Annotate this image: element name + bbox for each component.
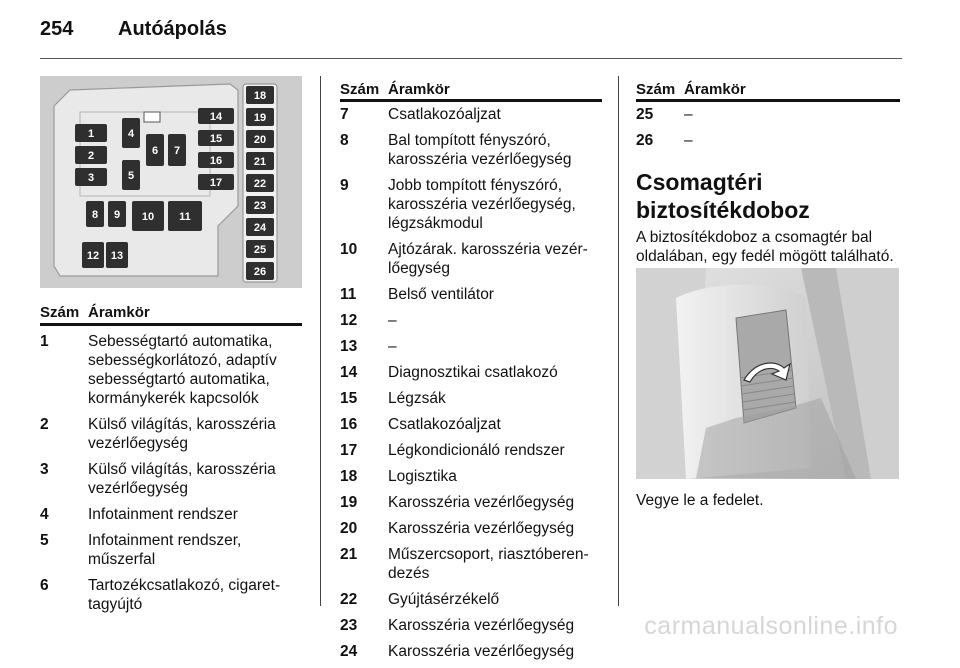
fuse-row <box>340 311 602 330</box>
fuse-number: 23 <box>340 617 358 634</box>
page-number: 254 <box>40 18 74 40</box>
page-header <box>40 18 227 41</box>
fuse-label: 7 <box>173 145 181 157</box>
fuse-label: 24 <box>253 222 267 234</box>
fuse-row <box>636 105 900 124</box>
fuse-row <box>40 332 302 408</box>
fuse-circuit: Jobb tompított fényszóró, karosszéria vezérlőegység, légzsákmodul <box>388 177 576 232</box>
fuse-circuit: Sebességtartó automatika, sebességkorlátozó, adaptív sebességtartó automatika, kormánykerék kapcsolók <box>88 333 277 407</box>
fuse-label: 3 <box>87 172 95 184</box>
fuse-number: 26 <box>636 132 654 149</box>
fuse-row <box>340 240 602 278</box>
fuse-circuit: – <box>388 338 397 355</box>
fuse-number: 9 <box>340 177 349 194</box>
fuse-number: 14 <box>340 364 358 381</box>
fuse-label: 15 <box>209 133 223 145</box>
fuse-box-illustration <box>40 76 302 288</box>
fuse-label: 4 <box>127 128 135 140</box>
table-header-col2 <box>340 81 602 99</box>
fuse-label: 23 <box>253 200 267 212</box>
fuse-number: 25 <box>636 106 654 123</box>
fuse-number: 24 <box>340 643 358 660</box>
fuse-label: 26 <box>253 266 267 278</box>
fuse-row <box>40 531 302 569</box>
fuse-box-diagram <box>40 76 302 288</box>
page-title: Autóápolás <box>118 18 227 40</box>
fuse-circuit: Külső világítás, karosszéria vezérlőegység <box>88 416 276 452</box>
fuse-list-col3 <box>636 105 900 157</box>
fuse-number: 4 <box>40 506 49 523</box>
fuse-row <box>340 467 602 486</box>
fuse-row <box>340 493 602 512</box>
fuse-circuit: Tartozékcsatlakozó, cigaret-tagyújtó <box>88 577 281 613</box>
table-rule-col3 <box>636 99 900 102</box>
fuse-label: 12 <box>86 250 100 262</box>
fuse-circuit: Külső világítás, karosszéria vezérlőegység <box>88 461 276 497</box>
fuse-row <box>40 505 302 524</box>
fuse-circuit: – <box>388 312 397 329</box>
fuse-circuit: – <box>684 132 693 149</box>
header-num: Szám <box>40 304 80 321</box>
section-body: A biztosítékdoboz a csomagtér bal oldalában, egy fedél mögött található. <box>636 229 894 265</box>
fuse-label: 11 <box>179 211 191 223</box>
photo-caption: Vegye le a fedelet. <box>636 492 764 509</box>
fuse-label: 14 <box>209 111 223 123</box>
fuse-circuit: Karosszéria vezérlőegység <box>388 617 575 634</box>
fuse-number: 6 <box>40 577 49 594</box>
fuse-label: 17 <box>209 177 223 189</box>
fuse-number: 15 <box>340 390 358 407</box>
fuse-number: 22 <box>340 591 358 608</box>
fuse-number: 2 <box>40 416 49 433</box>
header-divider <box>40 58 902 59</box>
fuse-number: 19 <box>340 494 358 511</box>
fuse-row <box>636 131 900 150</box>
fuse-circuit: Karosszéria vezérlőegység <box>388 643 575 660</box>
fuse-circuit: Logisztika <box>388 468 457 485</box>
fuse-row <box>340 131 602 169</box>
fuse-label: 22 <box>253 178 267 190</box>
fuse-number: 7 <box>340 106 349 123</box>
fuse-row <box>340 105 602 124</box>
fuse-label: 25 <box>253 244 267 256</box>
fuse-circuit: – <box>684 106 693 123</box>
fuse-row <box>340 415 602 434</box>
header-circuit: Áramkör <box>88 304 150 321</box>
fuse-circuit: Légzsák <box>388 390 446 407</box>
fuse-circuit: Műszercsoport, riasztóberen-dezés <box>388 546 589 582</box>
fuse-label: 19 <box>253 112 267 124</box>
fuse-row <box>340 285 602 304</box>
fuse-number: 13 <box>340 338 358 355</box>
fuse-label: 6 <box>151 145 159 157</box>
fuse-circuit: Infotainment rendszer <box>88 506 238 523</box>
fuse-label: 5 <box>127 170 135 182</box>
table-header-col1 <box>40 304 302 322</box>
fuse-label: 1 <box>87 128 95 140</box>
fuse-list-col2 <box>340 105 602 668</box>
header-num: Szám <box>340 81 380 98</box>
fuse-circuit: Bal tompított fényszóró, karosszéria vezérlőegység <box>388 132 572 168</box>
fuse-circuit: Csatlakozóaljzat <box>388 106 501 123</box>
fuse-label: 13 <box>110 250 124 262</box>
header-circuit: Áramkör <box>684 81 746 98</box>
fuse-label: 18 <box>253 90 267 102</box>
trunk-fuse-cover-photo <box>636 268 899 479</box>
fuse-label: 21 <box>253 156 267 168</box>
table-header-col3 <box>636 81 900 99</box>
fuse-row <box>340 176 602 233</box>
fuse-row <box>40 460 302 498</box>
watermark: carmanualsonline.info <box>644 612 898 640</box>
fuse-row <box>340 389 602 408</box>
fuse-row <box>40 415 302 453</box>
fuse-label: 9 <box>113 209 121 221</box>
fuse-circuit: Diagnosztikai csatlakozó <box>388 364 558 381</box>
fuse-row <box>340 441 602 460</box>
fuse-row <box>340 590 602 609</box>
table-rule-col2 <box>340 99 602 102</box>
fuse-circuit: Belső ventilátor <box>388 286 494 303</box>
fuse-list-col1 <box>40 332 302 621</box>
trunk-illustration <box>636 268 899 479</box>
fuse-row <box>40 576 302 614</box>
fuse-circuit: Csatlakozóaljzat <box>388 416 501 433</box>
fuse-number: 16 <box>340 416 358 433</box>
fuse-number: 21 <box>340 546 358 563</box>
fuse-label: 8 <box>91 209 99 221</box>
header-num: Szám <box>636 81 676 98</box>
fuse-row <box>340 337 602 356</box>
fuse-label: 20 <box>253 134 267 146</box>
fuse-number: 18 <box>340 468 358 485</box>
fuse-row <box>340 519 602 538</box>
fuse-number: 10 <box>340 241 358 258</box>
fuse-number: 5 <box>40 532 49 549</box>
fuse-number: 1 <box>40 333 49 350</box>
fuse-number: 11 <box>340 286 357 303</box>
fuse-number: 20 <box>340 520 358 537</box>
section-title: Csomagtéri biztosítékdoboz <box>636 169 810 223</box>
column-divider-1 <box>320 76 321 606</box>
fuse-label: 2 <box>87 150 95 162</box>
fuse-number: 8 <box>340 132 349 149</box>
fuse-circuit: Légkondicionáló rendszer <box>388 442 565 459</box>
fuse-row <box>340 545 602 583</box>
fuse-label: 10 <box>141 211 155 223</box>
table-rule-col1 <box>40 323 302 326</box>
column-divider-2 <box>618 76 619 606</box>
header-circuit: Áramkör <box>388 81 450 98</box>
fuse-number: 3 <box>40 461 49 478</box>
fuse-number: 17 <box>340 442 358 459</box>
fuse-row <box>340 642 602 661</box>
fuse-label: 16 <box>209 155 223 167</box>
fuse-number: 12 <box>340 312 358 329</box>
fuse-circuit: Gyújtásérzékelő <box>388 591 500 608</box>
fuse-row <box>340 363 602 382</box>
fuse-circuit: Karosszéria vezérlőegység <box>388 494 575 511</box>
fuse-circuit: Karosszéria vezérlőegység <box>388 520 575 537</box>
fuse-row <box>340 616 602 635</box>
fuse-circuit: Ajtózárak. karosszéria vezér-lőegység <box>388 241 588 277</box>
fuse-circuit: Infotainment rendszer, műszerfal <box>88 532 242 568</box>
